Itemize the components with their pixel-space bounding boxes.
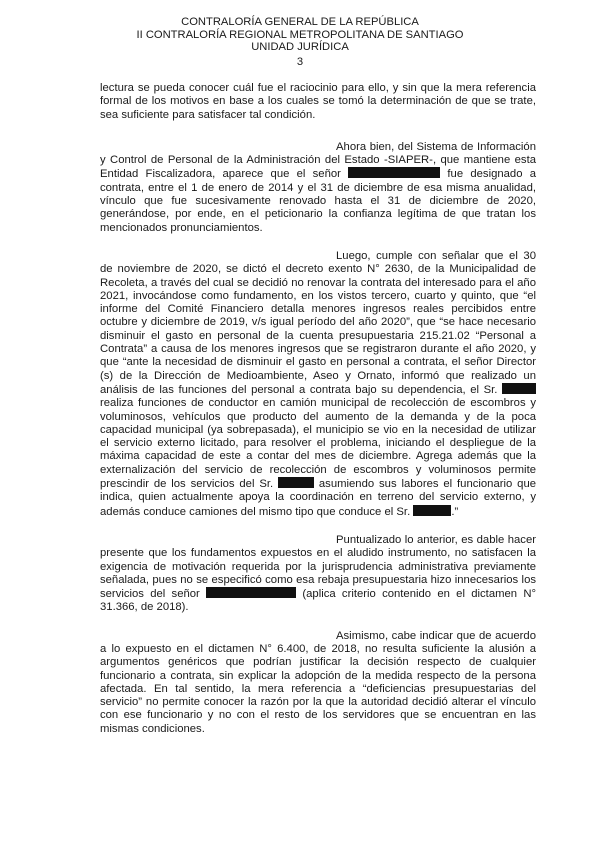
document-body [100, 82, 536, 751]
header-regional-office: II CONTRALORÍA REGIONAL METROPOLITANA DE SANTIAGO [136, 28, 464, 41]
redacted-name [348, 167, 440, 178]
page-number: 3 [296, 55, 304, 68]
paragraph-5-text: Asimismo, cabe indicar que de acuerdo a lo expuesto en el dictamen N° 6.400, de 2018, no resulta suficiente la alusión a argumentos genéricos que podrían justificar la decisión respecto de cualquier funcionario a contrata, sin explicar la adopción de la medida respecto de la persona afectada. En tal sentido, la mera referencia a “deficiencias presupuestarias del servicio” no permite conocer la razón por la que la autoridad decidió alterar el vínculo con ese funcionario y no con el resto de los servidores que se encuentran en las mismas condiciones. [100, 629, 536, 735]
redacted-name [278, 477, 314, 488]
paragraph-1 [100, 82, 536, 122]
header-unit: UNIDAD JURÍDICA [251, 41, 349, 53]
paragraph-3-text-a: Luego, cumple con señalar que el 30 de noviembre de 2020, se dictó el decreto exento N° 2630, de la Municipalidad de Recoleta, a través del cual se decidió no renovar la contrata del interesado para el año 2021, invocándose como fundamento, en los vistos tercero, cuarto y quinto, que “el informe del Comité Financiero detalla menores ingresos reales percibidos entre octubre y diciembre de 2019, v/s igual período del año 2020”, que “se hace necesario disminuir el gasto en personal de la cuenta presupuestaria 215.21.02 “Personal a Contrata” a causa de los menores ingresos que se registraron durante el año 2020, y que “ante la necesidad de disminuir el gasto en personal a contrata, el señor Director (s) de la Dirección de Medioambiente, Aseo y Ornato, informó que realizado un análisis de las funciones del personal a contrata bajo su dependencia, el Sr. [100, 249, 536, 396]
paragraph-4 [100, 534, 536, 615]
redacted-name [502, 383, 536, 394]
paragraph-2-text-a: Ahora bien, del Sistema de Información y Control de Personal de la Administración del Estado -SIAPER-, que mantiene esta Entidad Fiscalizadora, aparece que el señor [100, 140, 536, 181]
document-header [0, 16, 600, 68]
paragraph-1-text: lectura se pueda conocer cuál fue el raciocinio para ello, y sin que la mera referencia formal de los motivos en base a los cuales se tomó la determinación de que se trate, sea suficiente para satisfacer tal condición. [100, 82, 536, 121]
paragraph-3-text-d: .” [451, 505, 459, 518]
paragraph-2-text-b: fue designado a contrata, entre el 1 de enero de 2014 y el 31 de diciembre de esa misma anualidad, vínculo que fue sucesivamente renovado hasta el 31 de diciembre de 2020, generándose, por ende, en el peticionario la confianza legítima de que tratan los mencionados pronunciamientos. [100, 168, 537, 234]
paragraph-2 [100, 141, 536, 235]
paragraph-3-text-c: asumiendo sus labores el funcionario que indica, quien actualmente apoya la coordinación en terreno del servicio externo, y además conduce camiones del mismo tipo que conduce el Sr. [100, 478, 537, 518]
header-institution: CONTRALORÍA GENERAL DE LA REPÚBLICA [181, 16, 419, 28]
paragraph-4-text-a: Puntualizado lo anterior, es dable hacer presente que los fundamentos expuestos en el aludido instrumento, no satisfacen la exigencia de motivación requerida por la jurisprudencia administrativa previamente señalada, pues no se especificó como esa rebaja presupuestaria hizo innecesarios los servicios del señor [100, 533, 536, 601]
paragraph-5 [100, 630, 536, 736]
paragraph-3 [100, 250, 536, 519]
paragraph-4-text-b: (aplica criterio contenido en el dictamen N° 31.366, de 2018). [100, 588, 537, 614]
redacted-name [413, 505, 451, 516]
redacted-name [206, 587, 296, 598]
paragraph-3-text-b: realiza funciones de conductor en camión municipal de recolección de escombros y voluminosos, vehículos que producto del aumento de la demanda y de la poca capacidad municipal (ya sobrepasada), el municipio se vio en la necesidad de utilizar el servicio externo licitado, para resolver el problema, iniciando el despliegue de la máxima capacidad de este a contar del mes de diciembre. Agrega además que la externalización del servicio de recolección de escombros y voluminosos permite prescindir de los servicios del Sr. [100, 397, 536, 491]
